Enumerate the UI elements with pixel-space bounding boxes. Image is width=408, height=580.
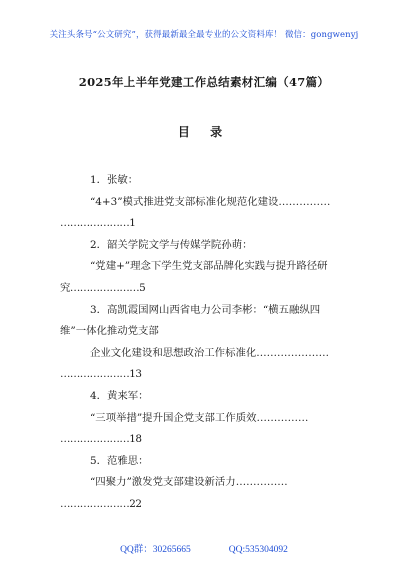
toc-entry-title: “四聚力”激发党支部建设新活力…………… (90, 476, 288, 489)
toc-entry-page-ref: …………………18 (60, 433, 142, 446)
footer-qq-group[interactable]: QQ群：30265665 (120, 545, 191, 555)
toc-entry-title: “三项举措”提升国企党支部工作质效…………… (90, 411, 309, 424)
toc-entry-author: 5．范雅思： (90, 454, 149, 467)
toc-entry[interactable] (0, 300, 408, 386)
toc-entry-title: 维”一体化推动党支部 (60, 325, 159, 338)
footer-qq[interactable]: QQ:535304092 (228, 545, 288, 555)
toc-entry[interactable] (0, 235, 408, 300)
toc-heading: 目 录 (177, 125, 231, 139)
header-banner[interactable]: 关注头条号“公文研究”，获得最新最全最专业的公文资料库！ 微信：gongwenyj (49, 30, 359, 40)
toc-entry-page-ref: 究…………………5 (60, 281, 146, 294)
toc-entry[interactable] (0, 170, 408, 235)
toc-entry[interactable] (0, 451, 408, 516)
toc-entry-page-ref: …………………1 (60, 217, 136, 230)
toc-entry-page-ref: …………………13 (60, 368, 142, 381)
toc-entry-page-ref: …………………22 (60, 497, 142, 510)
table-of-contents (0, 170, 408, 516)
document-title: 2025年上半年党建工作总结素材汇编（47篇） (78, 75, 330, 89)
toc-entry-author: 4．黄来军： (90, 389, 149, 402)
toc-entry-title: “4+3”模式推进党支部标准化规范化建设…………… (90, 195, 331, 208)
footer-contact (0, 541, 408, 555)
toc-entry-author: 3．高凯霞国网山西省电力公司李彬：“横五融纵四 (90, 303, 321, 316)
toc-entry-author: 2．韶关学院文学与传媒学院孙萌： (90, 238, 253, 251)
toc-entry-title-continued: 企业文化建设和思想政治工作标准化………………… (90, 346, 329, 359)
toc-entry-title: “党建+”理念下学生党支部品牌化实践与提升路径研 (90, 260, 328, 273)
toc-entry-author: 1．张敏： (90, 174, 139, 186)
toc-entry[interactable] (0, 386, 408, 451)
